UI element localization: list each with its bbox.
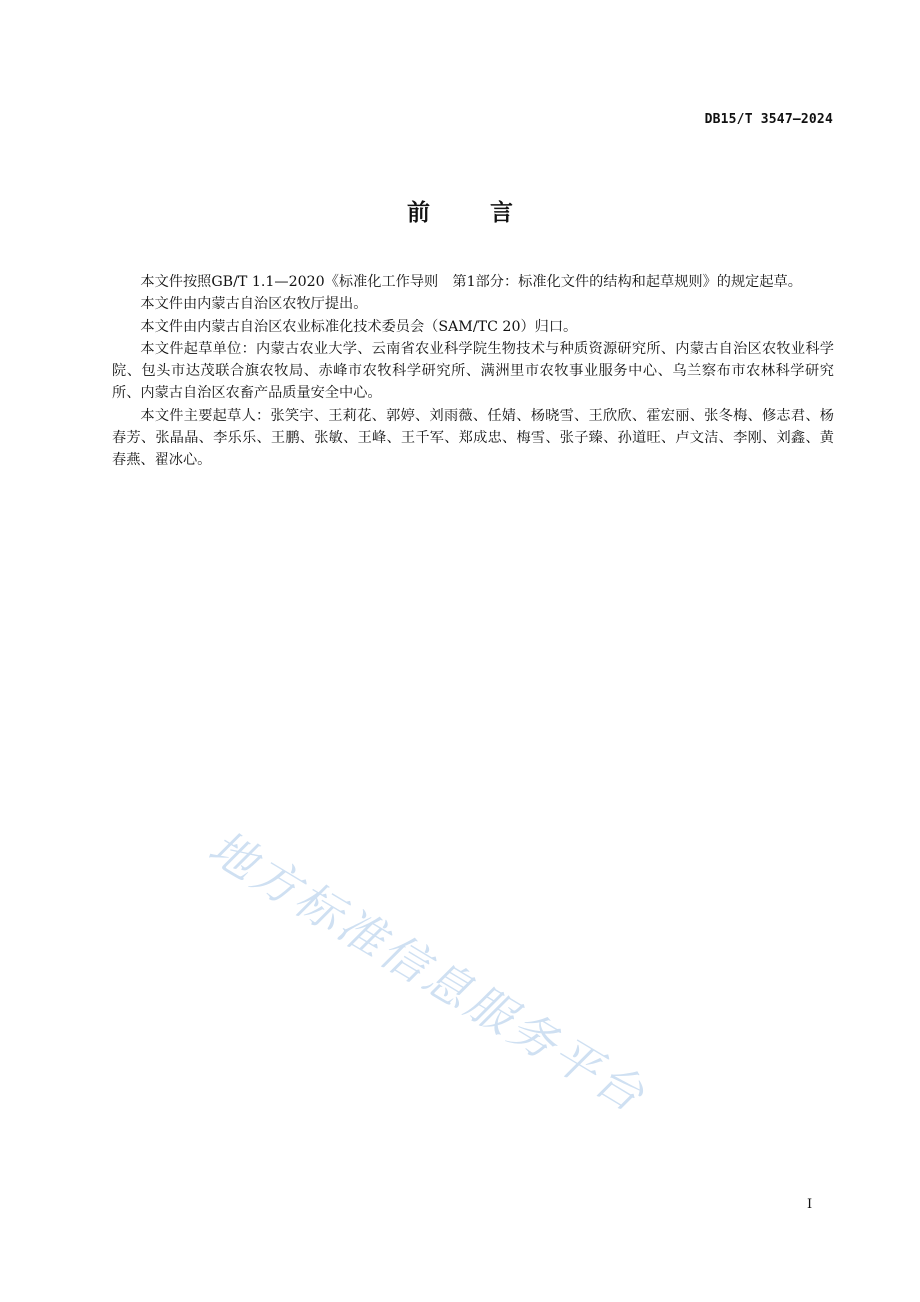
page-number: I — [807, 1197, 813, 1212]
page-title: 前言 — [407, 200, 573, 226]
watermark: 地方标准信息服务平台 — [199, 819, 656, 1124]
paragraph-proposer: 本文件由内蒙古自治区农牧厅提出。 — [140, 296, 368, 313]
paragraph-committee: 本文件由内蒙古自治区农业标准化技术委员会（SAM/TC 20）归口。 — [140, 318, 578, 335]
document-code: DB15/T 3547—2024 — [704, 112, 833, 127]
paragraph-drafting-units: 本文件起草单位：内蒙古农业大学、云南省农业科学院生物技术与种质资源研究所、内蒙古自治区农牧业科学院、包头市达茂联合旗农牧局、赤峰市农牧科学研究所、满洲里市农牧事业服务中心、乌兰察布市农林科学研究所、内蒙古自治区农畜产品质量安全中心。 — [112, 340, 834, 402]
paragraph-drafters: 本文件主要起草人：张笑宇、王莉花、郭婷、刘雨薇、任婧、杨晓雪、王欣欣、霍宏丽、张冬梅、修志君、杨春芳、张晶晶、李乐乐、王鹏、张敏、王峰、王千军、郑成忠、梅雪、张子臻、孙道旺、卢文洁、李刚、刘鑫、黄春燕、翟冰心。 — [112, 407, 834, 469]
paragraph-drafting-basis: 本文件按照GB/T 1.1—2020《标准化工作导则 第1部分：标准化文件的结构和起草规则》的规定起草。 — [140, 274, 802, 290]
foreword-body — [112, 271, 834, 472]
